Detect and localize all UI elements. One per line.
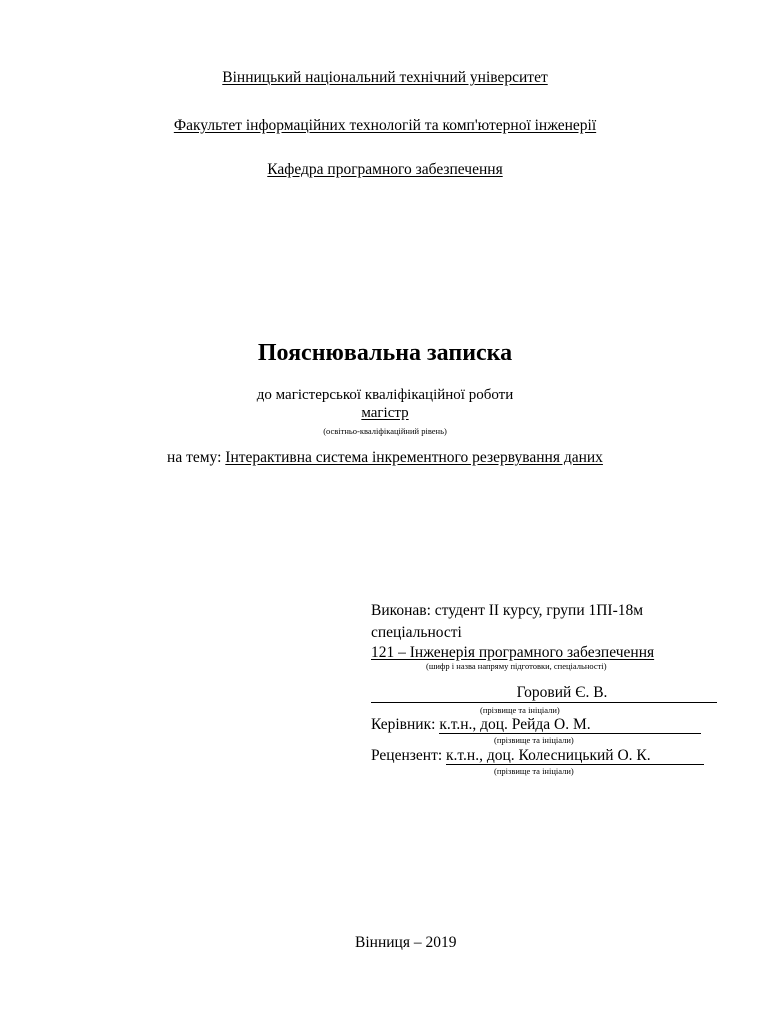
reviewer-line: [371, 747, 704, 765]
document-subtitle: до магістерської кваліфікаційної роботи: [256, 387, 514, 403]
city-year: Вінниця – 2019: [355, 934, 457, 951]
document-title: Пояснювальна записка: [257, 340, 513, 366]
degree-value: магістр: [361, 405, 409, 421]
performed-by-line: Виконав: студент II курсу, групи 1ПІ-18м: [371, 602, 644, 619]
supervisor-label: Керівник:: [371, 716, 436, 733]
supervisor-line: [371, 716, 701, 734]
reviewer-caption: (прізвище та ініціали): [494, 766, 574, 776]
theme-prefix: на тему:: [167, 449, 222, 466]
reviewer-value: к.т.н., доц. Колесницький О. К.: [446, 747, 704, 765]
faculty-name: Факультет інформаційних технологій та комп'ютерної інженерії: [173, 117, 597, 134]
department-name: Кафедра програмного забезпечення: [267, 161, 503, 178]
theme-line: [0, 449, 770, 467]
university-name: Вінницький національний технічний університет: [222, 69, 548, 86]
theme-text: Інтерактивна система інкрементного резервування даних: [225, 449, 603, 466]
reviewer-label: Рецензент:: [371, 747, 443, 764]
specialty-label: спеціальності: [371, 624, 462, 641]
supervisor-caption: (прізвище та ініціали): [494, 735, 574, 745]
supervisor-value: к.т.н., доц. Рейда О. М.: [439, 716, 701, 734]
specialty-value: 121 – Інженерія програмного забезпечення: [371, 644, 655, 661]
specialty-caption: (шифр і назва напряму підготовки, спеціальності): [426, 661, 607, 671]
student-caption: (прізвище та ініціали): [480, 705, 560, 715]
degree-caption: (освітньо-кваліфікаційний рівень): [323, 426, 447, 436]
student-name: Горовий Є. В.: [371, 684, 717, 703]
